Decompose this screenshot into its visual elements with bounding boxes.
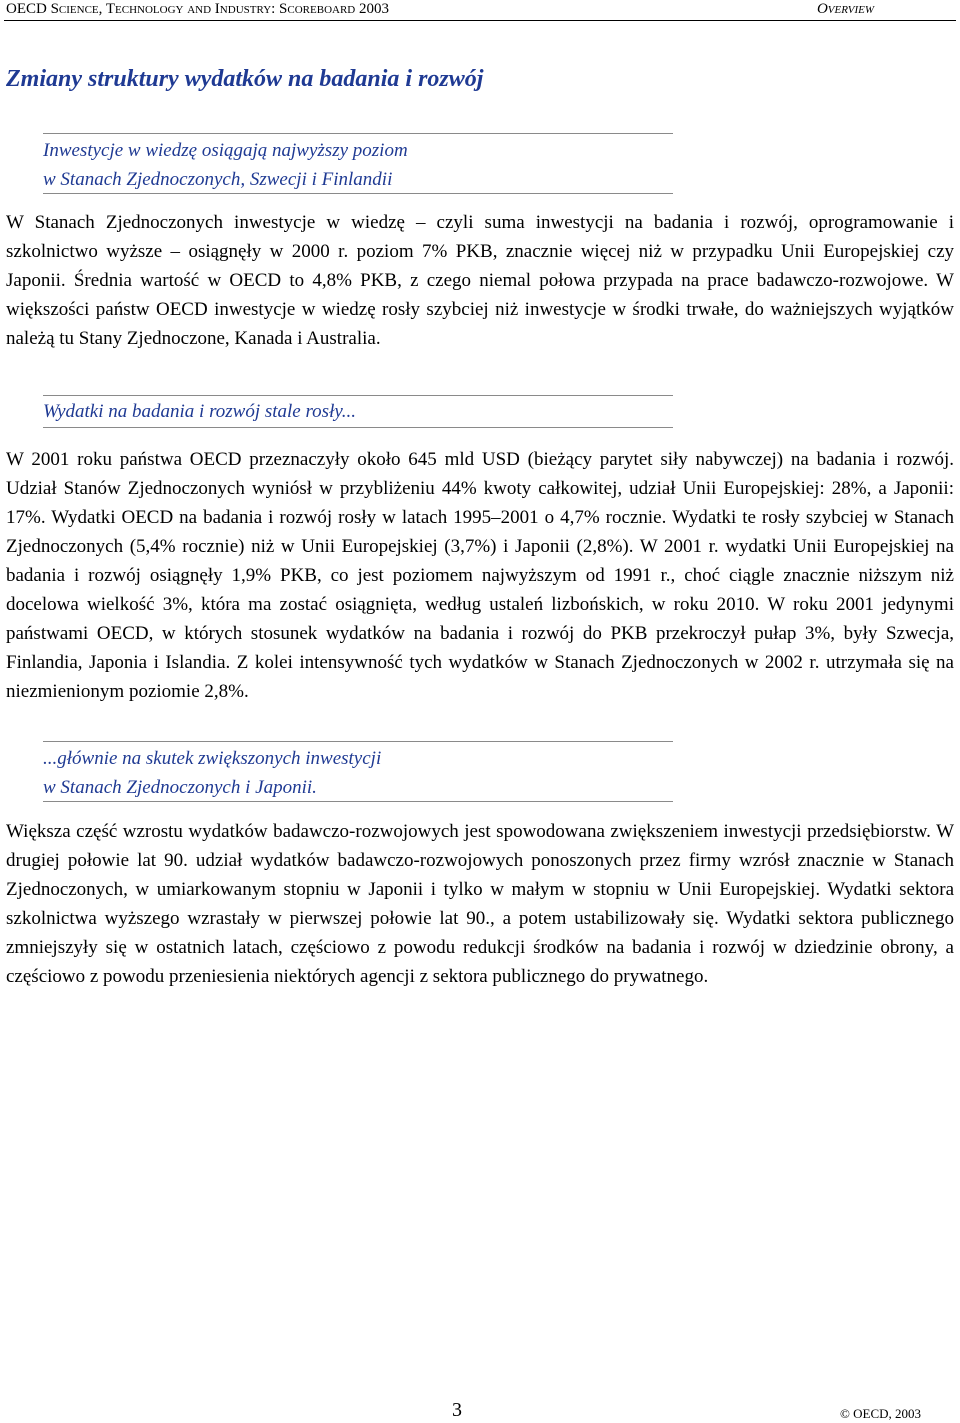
running-header bbox=[4, 0, 956, 21]
subtitle-line: Inwestycje w wiedzę osiągają najwyższy poziom bbox=[43, 140, 408, 161]
subtitle-line: Wydatki na badania i rozwój stale rosły... bbox=[43, 401, 356, 422]
section-subtitle bbox=[43, 741, 673, 802]
section-subtitle bbox=[43, 133, 673, 194]
subtitle-line: ...głównie na skutek zwiększonych inwestycji bbox=[43, 748, 382, 769]
body-paragraph: Większa część wzrostu wydatków badawczo-rozwojowych jest spowodowana zwiększeniem inwestycji przedsiębiorstw. W drugiej połowie lat 90. udział wydatków badawczo-rozwojowych ponoszonych przez firmy wzrósł znacznie w Stanach Zjednoczonych, w umiarkowanym stopniu w Japonii i tylko w małym w stopniu w Unii Europejskiej. Wydatki sektora szkolnictwa wyższego wzrastały w pierwszej połowie lat 90., a potem ustabilizowały się. Wydatki sektora publicznego zmniejszyły się w ostatnich latach, częściowo z powodu redukcji środków na badania i rozwój w dziedzinie obrony, a częściowo z powodu przeniesienia niektórych agencji z sektora publicznego do prywatnego. bbox=[6, 821, 954, 987]
header-publication-title: OECD Science, Technology and Industry: Scoreboard 2003 bbox=[6, 1, 389, 17]
header-section-name: Overview bbox=[816, 1, 874, 17]
subtitle-line: w Stanach Zjednoczonych, Szwecji i Finlandii bbox=[43, 169, 393, 190]
page-number: 3 bbox=[452, 1399, 462, 1421]
subtitle-line: w Stanach Zjednoczonych i Japonii. bbox=[43, 777, 317, 798]
section-subtitle bbox=[43, 395, 673, 428]
copyright-notice: © OECD, 2003 bbox=[840, 1406, 922, 1421]
body-paragraph: W Stanach Zjednoczonych inwestycje w wiedzę – czyli suma inwestycji na badania i rozwój, oprogramowanie i szkolnictwo wyższe – osiągnęły w 2000 r. poziom 7% PKB, znacznie więcej niż w przypadku Unii Europejskiej czy Japonii. Średnia wartość w OECD to 4,8% PKB, z czego niemal połowa przypada na prace badawczo-rozwojowe. W większości państw OECD inwestycje w wiedzę rosły szybciej niż inwestycje w środki trwałe, do ważniejszych wyjątków należą tu Stany Zjednoczone, Kanada i Australia. bbox=[6, 212, 954, 349]
body-paragraph: W 2001 roku państwa OECD przeznaczyły około 645 mld USD (bieżący parytet siły nabywczej) na badania i rozwój. Udział Stanów Zjednoczonych wyniósł w przybliżeniu 44% kwoty całkowitej, udział Unii Europejskiej: 28%, a Japonii: 17%. Wydatki OECD na badania i rozwój rosły w latach 1995–2001 o 4,7% rocznie. Wydatki te rosły szybciej w Stanach Zjednoczonych (5,4% rocznie) niż w Unii Europejskiej (3,7%) i Japonii (2,8%). W 2001 r. wydatki Unii Europejskiej na badania i rozwój osiągnęły 1,9% PKB, co jest poziomem najwyższym od 1991 r., choć ciągle znacznie niższym niż docelowa wielkość 3%, która ma zostać osiągnięta, według ustaleń lizbońskich, w roku 2010. W roku 2001 jedynymi państwami OECD, w których stosunek wydatków na badania i rozwój do PKB przekroczył pułap 3%, były Szwecja, Finlandia, Japonia i Islandia. Z kolei intensywność tych wydatków w Stanach Zjednoczonych w 2002 r. utrzymała się na niezmienionym poziomie 2,8%. bbox=[6, 449, 954, 702]
page-title: Zmiany struktury wydatków na badania i rozwój bbox=[6, 66, 484, 92]
